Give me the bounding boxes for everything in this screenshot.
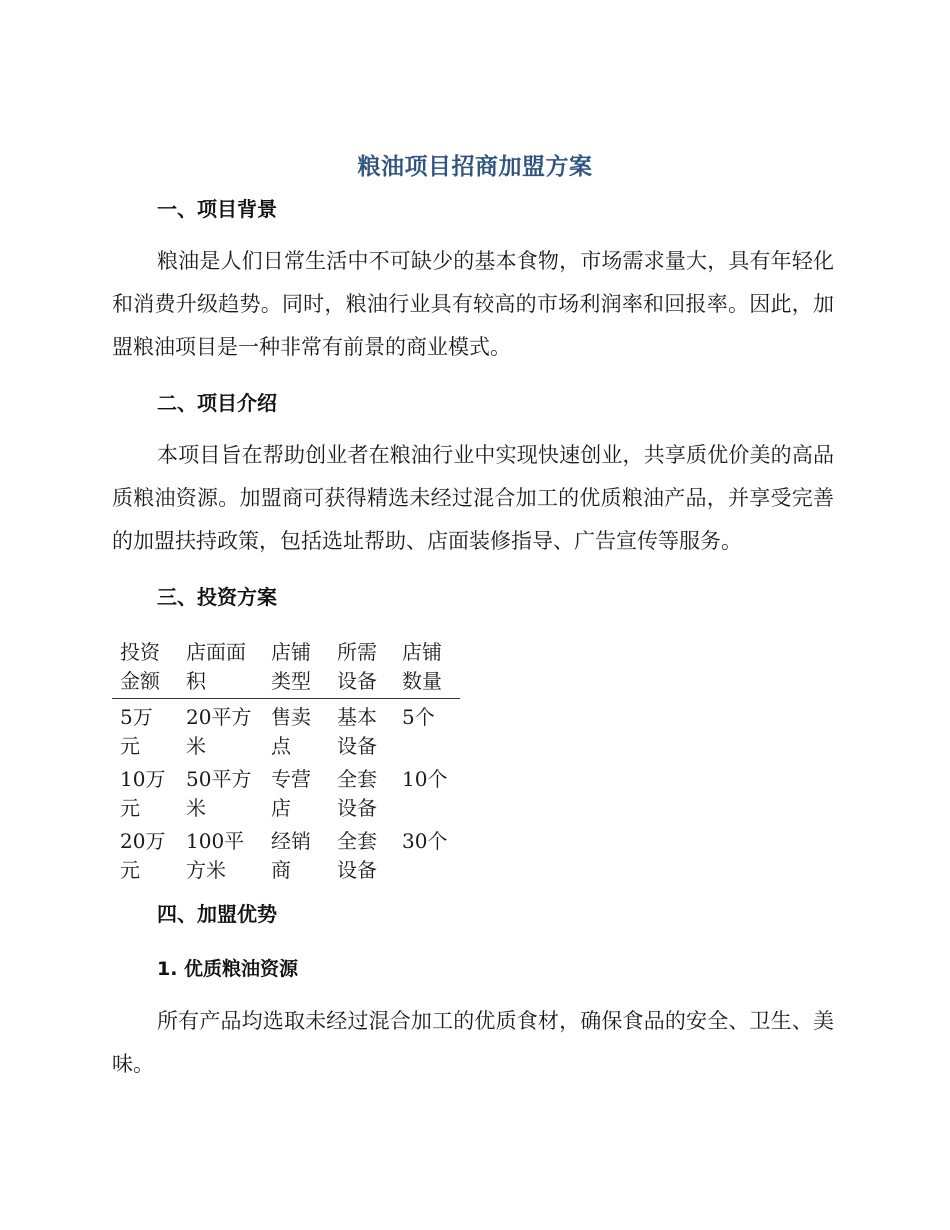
- section-heading-introduction: 二、项目介绍: [157, 391, 277, 415]
- table-header-cell: 所需设备: [329, 636, 394, 699]
- paragraph-introduction: 本项目旨在帮助创业者在粮油行业中实现快速创业，共享质优价美的高品质粮油资源。加盟商可获得精选未经过混合加工的优质粮油产品，并享受完善的加盟扶持政策，包括选址帮助、店面装修指导、广告宣传等服务。: [112, 443, 834, 553]
- table-cell: 经销商: [271, 829, 311, 882]
- section-heading-advantages: 四、加盟优势: [157, 902, 277, 926]
- paragraph-quality-resources: 所有产品均选取未经过混合加工的优质食材，确保食品的安全、卫生、美味。: [112, 1009, 834, 1076]
- paragraph-background: 粮油是人们日常生活中不可缺少的基本食物，市场需求量大，具有年轻化和消费升级趋势。同时，粮油行业具有较高的市场利润率和回报率。因此，加盟粮油项目是一种非常有前景的商业模式。: [112, 249, 834, 359]
- table-cell: 全套设备: [337, 829, 377, 882]
- document-title: 粮油项目招商加盟方案: [357, 154, 593, 180]
- table-cell: 50平方米: [186, 767, 252, 820]
- table-cell: 20万元: [120, 829, 166, 882]
- table-cell: 20平方米: [186, 705, 252, 758]
- section-heading-investment: 三、投资方案: [157, 585, 277, 609]
- table-row: [112, 699, 460, 764]
- table-header-row: [112, 636, 460, 699]
- table-row: [112, 763, 460, 825]
- table-cell: 基本设备: [337, 705, 377, 758]
- table-row: [112, 825, 460, 887]
- table-header-cell: 店铺数量: [394, 636, 460, 699]
- table-cell: 10个: [402, 767, 448, 791]
- table-cell: 5个: [402, 705, 435, 729]
- table-cell: 专营店: [271, 767, 311, 820]
- table-cell: 30个: [402, 829, 448, 853]
- section-heading-background: 一、项目背景: [157, 197, 277, 221]
- table-header-cell: 投资金额: [112, 636, 178, 699]
- table-cell: 售卖点: [271, 705, 311, 758]
- table-header-cell: 店面面积: [178, 636, 263, 699]
- investment-table: [112, 636, 460, 887]
- subsection-heading-quality-resources: 1. 优质粮油资源: [157, 958, 299, 980]
- table-cell: 100平方米: [186, 829, 245, 882]
- table-cell: 5万元: [120, 705, 153, 758]
- table-header-cell: 店铺类型: [263, 636, 329, 699]
- table-cell: 10万元: [120, 767, 166, 820]
- table-cell: 全套设备: [337, 767, 377, 820]
